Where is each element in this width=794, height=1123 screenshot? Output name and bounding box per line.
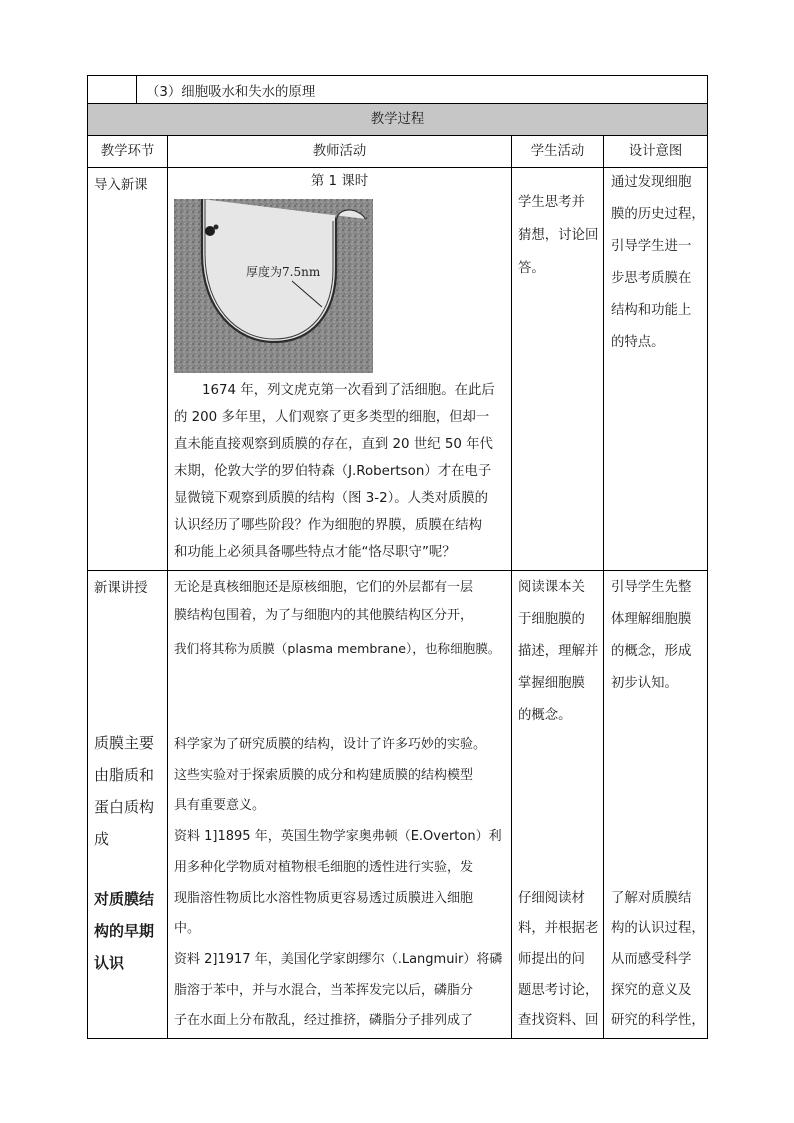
intent-line: 步思考质膜在	[611, 271, 692, 286]
intro-line-5: 显微镜下观察到质膜的结构（图 3-2）。人类对质膜的	[174, 491, 489, 506]
table-border	[136, 75, 137, 104]
student-b-line: 查找资料、回	[518, 1013, 599, 1028]
teacher-b-line: 中。	[174, 921, 201, 936]
stage-b-line: 质膜主要	[94, 734, 155, 752]
stage-b-line: 成	[94, 830, 110, 848]
teacher-b-line: 科学家为了研究质膜的结构，设计了许多巧妙的实验。	[174, 737, 487, 752]
student-line: 猜想，讨论回	[518, 228, 599, 243]
student-b-line: 师提出的问	[518, 952, 585, 967]
table-border	[87, 75, 88, 1039]
intent-line: 的特点。	[611, 335, 665, 350]
table-border	[511, 135, 512, 1039]
membrane-micrograph	[174, 199, 373, 373]
table-border	[603, 135, 604, 1039]
intent-line: 引导学生进一	[611, 239, 692, 254]
table-border	[87, 75, 708, 76]
intent-a-line: 引导学生先整	[611, 580, 692, 595]
student-line: 答。	[518, 261, 545, 276]
student-b-line: 题思考讨论，	[518, 983, 599, 998]
teacher-b-line: 现脂溶性物质比水溶性物质更容易透过质膜进入细胞	[174, 891, 474, 906]
intent-b-line: 从而感受科学	[611, 952, 692, 967]
intent-b-line: 探究的意义及	[611, 983, 692, 998]
student-b-line: 仔细阅读材	[518, 891, 585, 906]
teacher-a-line: 膜结构包围着，为了与细胞内的其他膜结构区分开，	[174, 608, 474, 623]
header-stage: 教学环节	[100, 144, 155, 159]
intent-b-line: 研究的科学性，	[611, 1013, 705, 1028]
student-b-line: 料，并根据老	[518, 921, 599, 936]
intro-line-4: 末期，伦敦大学的罗伯特森（J.Robertson）才在电子	[174, 464, 492, 479]
intro-line-7: 和功能上必须具备哪些特点才能“恪尽职守”呢？	[174, 545, 456, 560]
header-intent: 设计意图	[628, 144, 683, 159]
student-line: 学生思考并	[518, 195, 585, 210]
teacher-b-line: 资料 2]1917 年，美国化学家朗缪尔（.Langmuir）将磷	[174, 952, 503, 967]
header-teacher: 教师活动	[312, 144, 367, 159]
student-a-line: 描述，理解并	[518, 644, 599, 659]
student-a-line: 的概念。	[518, 708, 572, 723]
student-a-line: 掌握细胞膜	[518, 676, 585, 691]
intro-line-1: 1674 年，列文虎克第一次看到了活细胞。在此后	[202, 383, 495, 398]
intent-b-line: 了解对质膜结	[611, 891, 692, 906]
stage-b-line: 蛋白质构	[94, 798, 155, 816]
intent-a-line: 的概念，形成	[611, 644, 692, 659]
top-row-text: （3）细胞吸水和失水的原理	[146, 85, 316, 100]
intent-line: 通过发现细胞	[611, 175, 692, 190]
table-border	[167, 135, 168, 1039]
intent-a-line: 体理解细胞膜	[611, 612, 692, 627]
intro-line-2: 的 200 多年里，人们观察了更多类型的细胞，但却一	[174, 410, 490, 425]
intent-line: 结构和功能上	[611, 303, 692, 318]
lesson-label: 第 1 课时	[310, 174, 369, 189]
intro-line-3: 直未能直接观察到质膜的存在，直到 20 世纪 50 年代	[174, 437, 493, 452]
header-student: 学生活动	[530, 144, 585, 159]
teacher-b-line: 这些实验对于探索质膜的成分和构建质膜的结构模型	[174, 768, 474, 783]
teacher-b-line: 脂溶于苯中，并与水混合，当苯挥发完以后，磷脂分	[174, 983, 474, 998]
stage-c-line: 构的早期	[94, 922, 155, 940]
teacher-b-line: 具有重要意义。	[174, 798, 266, 813]
table-border	[87, 1038, 708, 1039]
teacher-b-line: 子在水面上分布散乱，经过推挤，磷脂分子排列成了	[174, 1013, 474, 1028]
stage-c-line: 对质膜结	[94, 890, 155, 908]
table-border	[707, 75, 708, 1039]
student-a-line: 阅读课本关	[518, 580, 585, 595]
table-border	[87, 570, 708, 571]
teacher-b-line: 用多种化学物质对植物根毛细胞的透性进行实验，发	[174, 860, 474, 875]
table-border	[87, 103, 708, 104]
stage-b-line: 由脂质和	[94, 766, 155, 784]
table-border	[87, 135, 708, 136]
stage-new-lesson: 新课讲授	[94, 581, 148, 596]
micrograph-label: 厚度为7.5nm	[246, 265, 321, 279]
student-a-line: 于细胞膜的	[518, 612, 585, 627]
teacher-a-line: 无论是真核细胞还是原核细胞，它们的外层都有一层	[174, 580, 474, 595]
teacher-a-line: 我们将其称为质膜（plasma membrane），也称细胞膜。	[174, 641, 501, 656]
stage-c-line: 认识	[94, 954, 125, 972]
intro-line-6: 认识经历了哪些阶段？作为细胞的界膜，质膜在结构	[174, 518, 482, 533]
intent-line: 膜的历史过程，	[611, 207, 705, 222]
teacher-b-line: 资料 1]1895 年，英国生物学家奥弗顿（E.Overton）利	[174, 829, 502, 844]
section-title: 教学过程	[370, 112, 425, 127]
intent-b-line: 构的认识过程，	[611, 921, 705, 936]
intent-a-line: 初步认知。	[611, 676, 678, 691]
stage-intro: 导入新课	[94, 178, 148, 193]
